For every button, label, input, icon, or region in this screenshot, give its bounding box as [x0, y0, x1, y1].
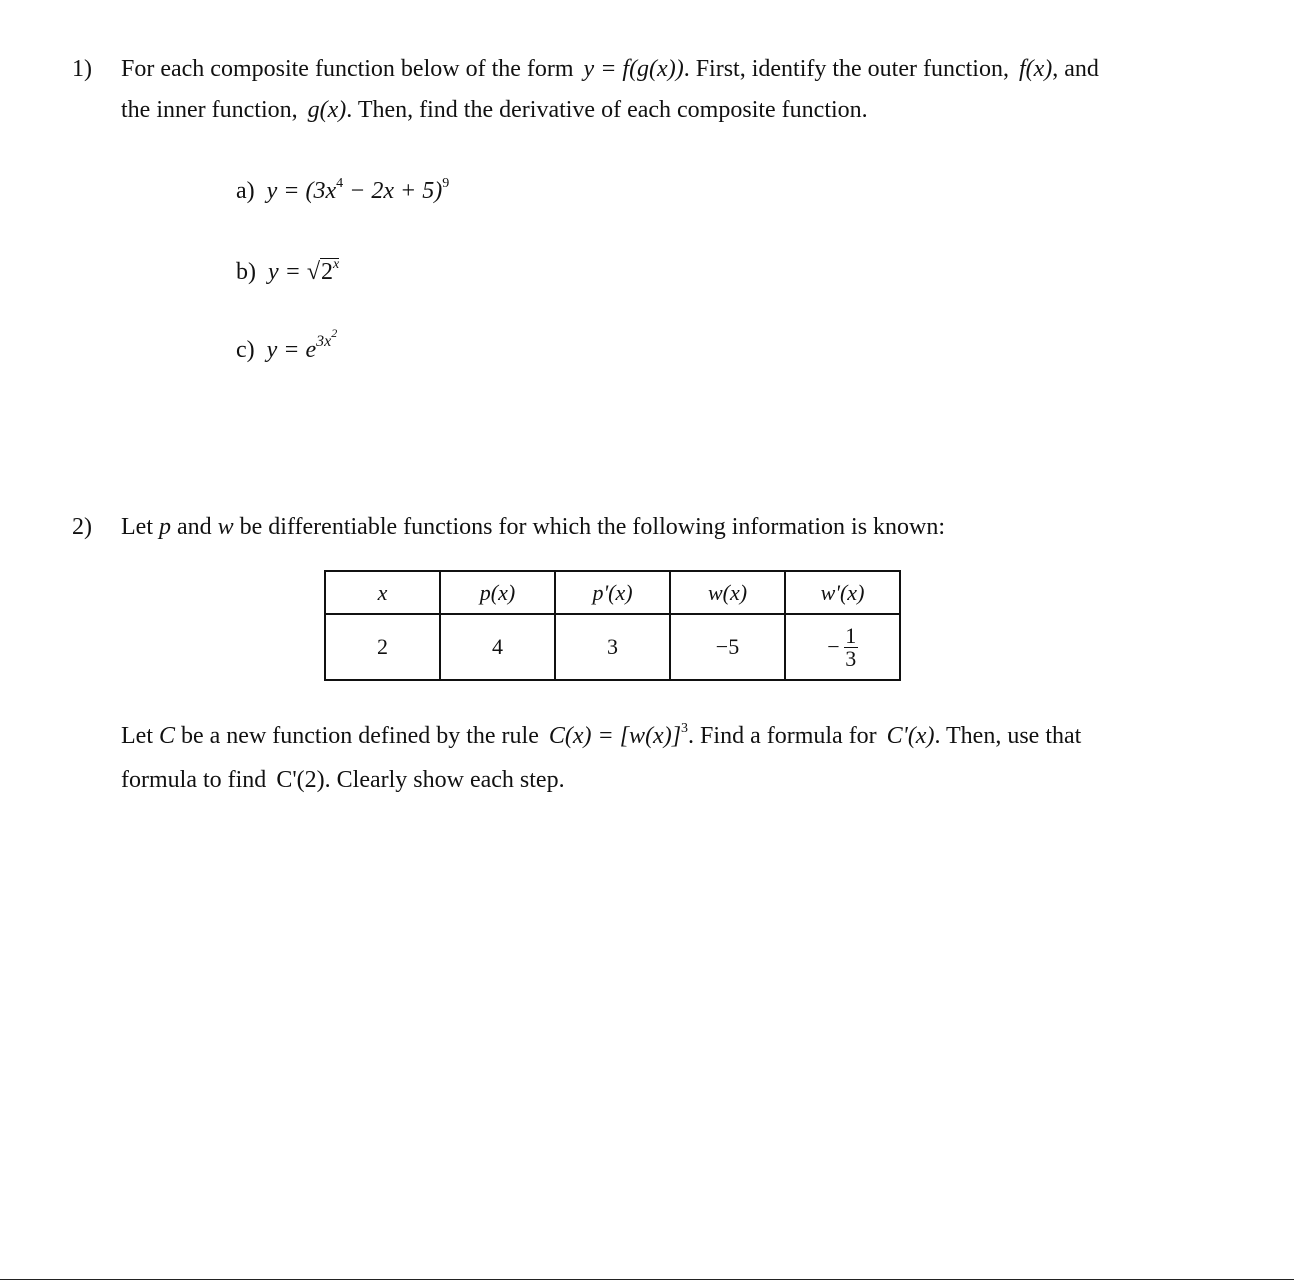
bottom-divider [0, 1279, 1294, 1280]
table-header-x: x [325, 571, 440, 614]
q1-part-a-exponent-inner: 4 [336, 176, 344, 191]
q1-part-a-expr-mid: − 2x + 5) [343, 178, 443, 204]
q2-rule-end: . Then, use that [934, 723, 1082, 749]
q1-part-b-radicand-group [320, 258, 339, 285]
values-table [324, 570, 901, 681]
question-2-number: 2) [72, 514, 92, 540]
q1-part-c-expr-prefix: y = e [266, 337, 317, 363]
q2-line2-start: formula to find [121, 767, 267, 793]
q1-line2-start: the inner function, [121, 97, 298, 123]
question-1-line-2 [121, 95, 868, 125]
q1-line2-end: . Then, find the derivative of each composite function. [346, 97, 868, 123]
q2-c-prime-x: C'(x) [886, 723, 935, 749]
q1-part-a [236, 176, 449, 206]
table-header-p: p(x) [440, 571, 555, 614]
table-cell-p-prime: 3 [555, 614, 670, 680]
q2-rule-mid: be a new function defined by the rule [181, 723, 539, 749]
q1-part-b [236, 257, 339, 287]
q1-part-a-exponent-outer: 9 [442, 176, 450, 191]
q2-intro-end: be differentiable functions for which the following information is known: [239, 514, 946, 540]
q1-composite-form: y = f(g(x)) [583, 56, 684, 82]
q1-part-b-radicand: 2 [321, 259, 334, 285]
q2-var-p: p [158, 514, 171, 540]
q1-part-b-label: b) [236, 259, 256, 285]
q1-part-b-exponent: x [333, 257, 340, 272]
w-prime-numerator: 1 [845, 622, 857, 648]
question-2-rule-line-1 [121, 721, 1081, 751]
q2-c-prime-2: C'(2) [276, 767, 325, 793]
question-2-rule-line-2 [121, 765, 565, 795]
q1-outer-function: f(x) [1018, 56, 1053, 82]
q1-part-c-exponent-base: 3x [316, 333, 332, 350]
question-1-number: 1) [72, 56, 92, 82]
table-header-w: w(x) [670, 571, 785, 614]
table-cell-x: 2 [325, 614, 440, 680]
q2-rule-exponent: 3 [681, 721, 689, 736]
q2-rule-start: Let [121, 723, 153, 749]
table-header-w-prime: w'(x) [785, 571, 900, 614]
w-prime-fraction [827, 622, 857, 671]
q2-rule-after: . Find a formula for [688, 723, 877, 749]
q1-inner-function: g(x) [307, 97, 347, 123]
table-cell-w: −5 [670, 614, 785, 680]
table-header-row [325, 571, 900, 614]
q1-part-a-expr-prefix: y = (3x [266, 178, 337, 204]
q1-line1-after: . First, identify the outer function, [683, 56, 1009, 82]
question-2-intro [121, 512, 945, 542]
q1-part-c [236, 325, 338, 365]
q1-part-a-label: a) [236, 178, 255, 204]
w-prime-fraction-stack [844, 622, 858, 671]
table-cell-w-prime [785, 614, 900, 680]
q2-rule-formula: C(x) = [w(x)] [548, 723, 682, 749]
q2-intro-and: and [176, 514, 212, 540]
q2-var-c: C [158, 723, 175, 749]
q2-line2-end: . Clearly show each step. [324, 767, 565, 793]
question-1-line-1 [121, 54, 1099, 84]
q1-part-c-exponent [316, 325, 338, 350]
table-row [325, 614, 900, 680]
q1-line1-text: For each composite function below of the form [121, 56, 574, 82]
q2-intro-start: Let [121, 514, 153, 540]
table-header-p-prime: p'(x) [555, 571, 670, 614]
q1-part-c-exponent-square: 2 [331, 325, 338, 340]
q2-var-w: w [217, 514, 234, 540]
w-prime-sign: − [827, 634, 840, 659]
w-prime-denominator: 3 [845, 645, 857, 671]
q1-line1-end: , and [1052, 56, 1099, 82]
q1-part-b-expr-prefix: y = √ [268, 259, 321, 285]
q1-part-c-label: c) [236, 337, 255, 363]
table-cell-p: 4 [440, 614, 555, 680]
